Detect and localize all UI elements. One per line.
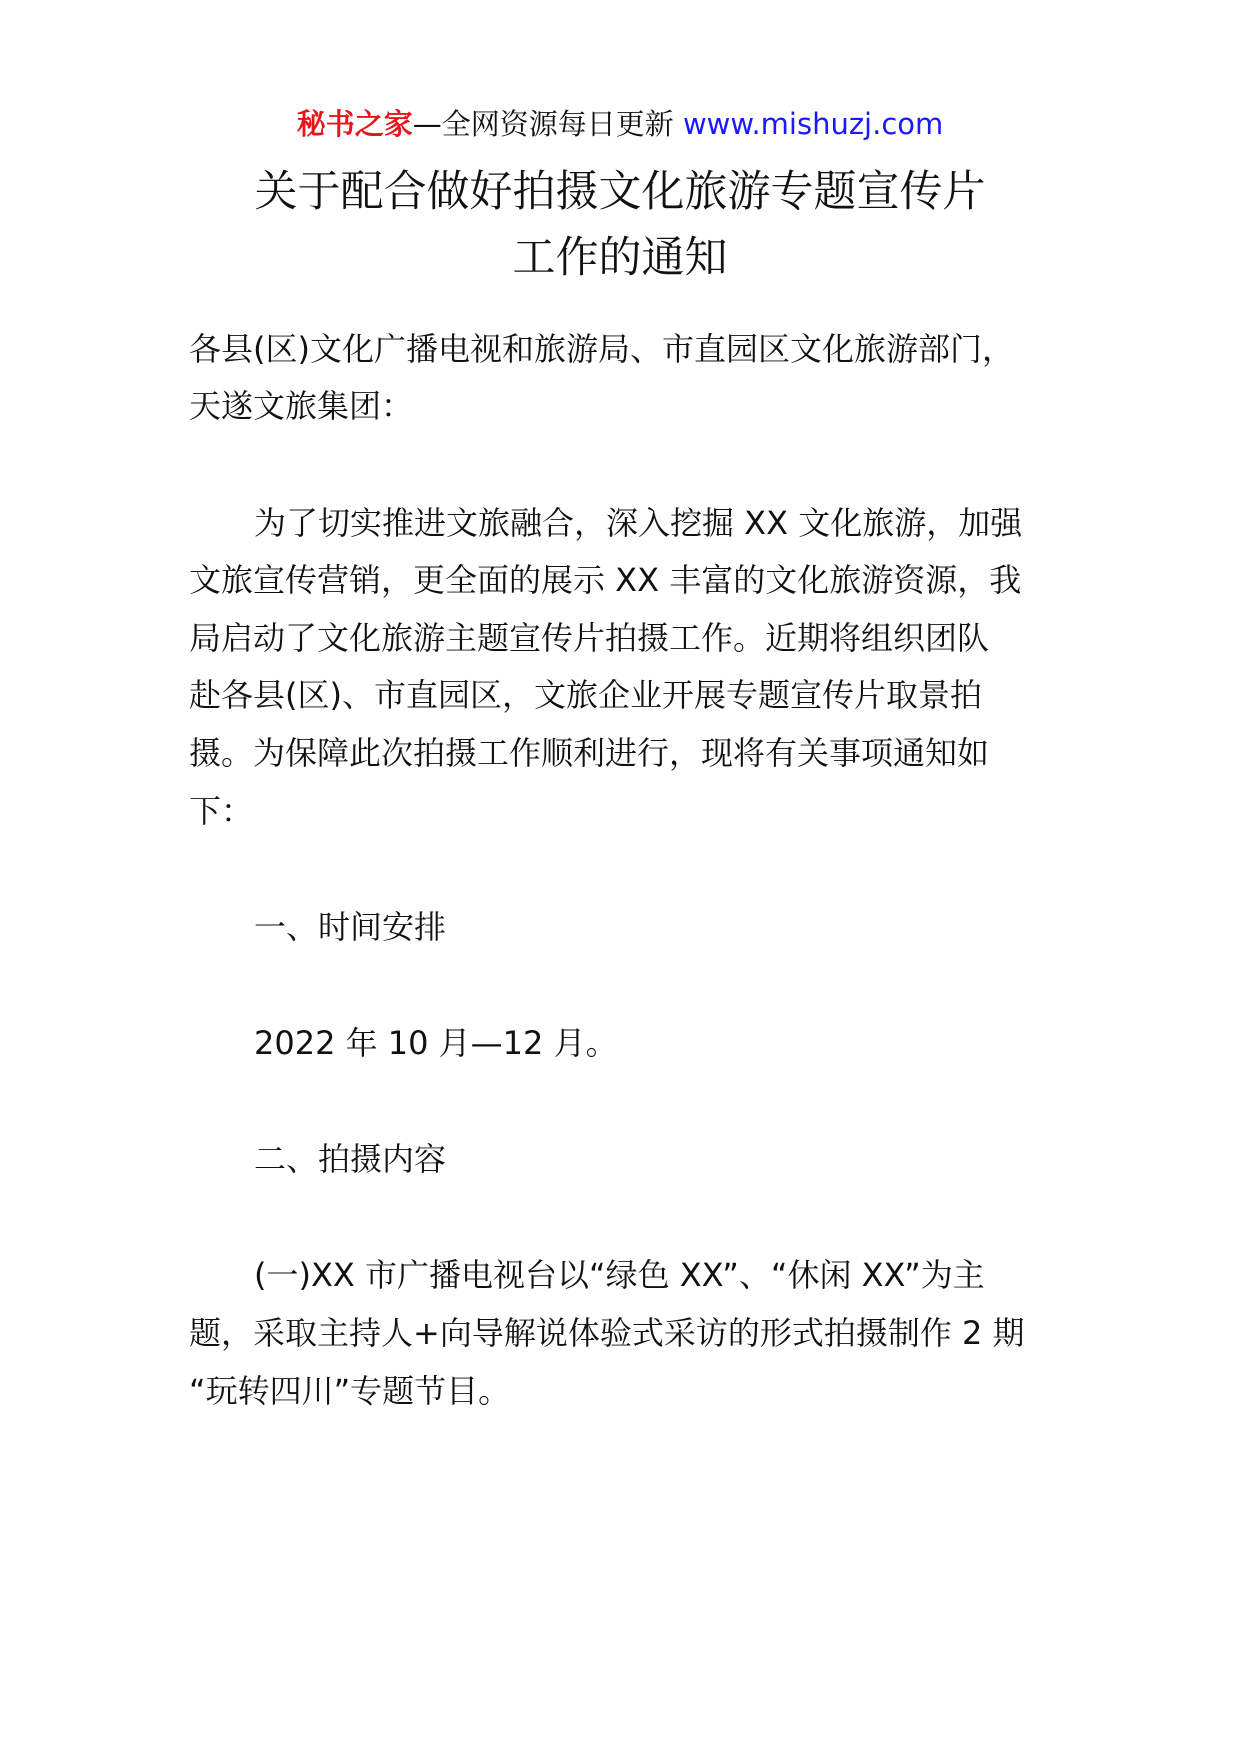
site-header [0,104,1240,144]
site-url-link[interactable]: www.mishuzj.com [682,107,944,141]
header-tagline: —全网资源每日更新 [412,107,674,141]
intro-line-3: 局启动了文化旅游主题宣传片拍摄工作。近期将组织团队 [189,619,990,657]
brand-name: 秘书之家 [296,107,413,141]
section-1-text: 2022 年 10 月—12 月。 [254,1024,618,1062]
section-1-heading: 一、时间安排 [254,908,447,946]
section-2-heading: 二、拍摄内容 [254,1140,447,1178]
section-2-item-1-line-1: (一)XX 市广播电视台以“绿色 XX”、“休闲 XX”为主 [254,1256,985,1294]
addressee-line-1: 各县(区)文化广播电视和旅游局、市直园区文化旅游部门， [189,330,1014,368]
intro-line-6: 下： [189,792,254,830]
intro-line-5: 摄。为保障此次拍摄工作顺利进行，现将有关事项通知如 [189,734,990,772]
document-title-line-1: 关于配合做好拍摄文化旅游专题宣传片 [254,167,986,217]
intro-line-4: 赴各县(区)、市直园区，文旅企业开展专题宣传片取景拍 [189,676,982,714]
intro-line-1: 为了切实推进文旅融合，深入挖掘 XX 文化旅游，加强 [254,504,1023,542]
document-title-line-2: 工作的通知 [512,233,728,283]
section-2-item-1-line-3: “玩转四川”专题节目。 [189,1372,511,1410]
addressee-line-2: 天遂文旅集团： [189,387,414,425]
section-2-item-1-line-2: 题，采取主持人+向导解说体验式采访的形式拍摄制作 2 期 [189,1314,1025,1352]
intro-line-2: 文旅宣传营销，更全面的展示 XX 丰富的文化旅游资源，我 [189,561,1022,599]
